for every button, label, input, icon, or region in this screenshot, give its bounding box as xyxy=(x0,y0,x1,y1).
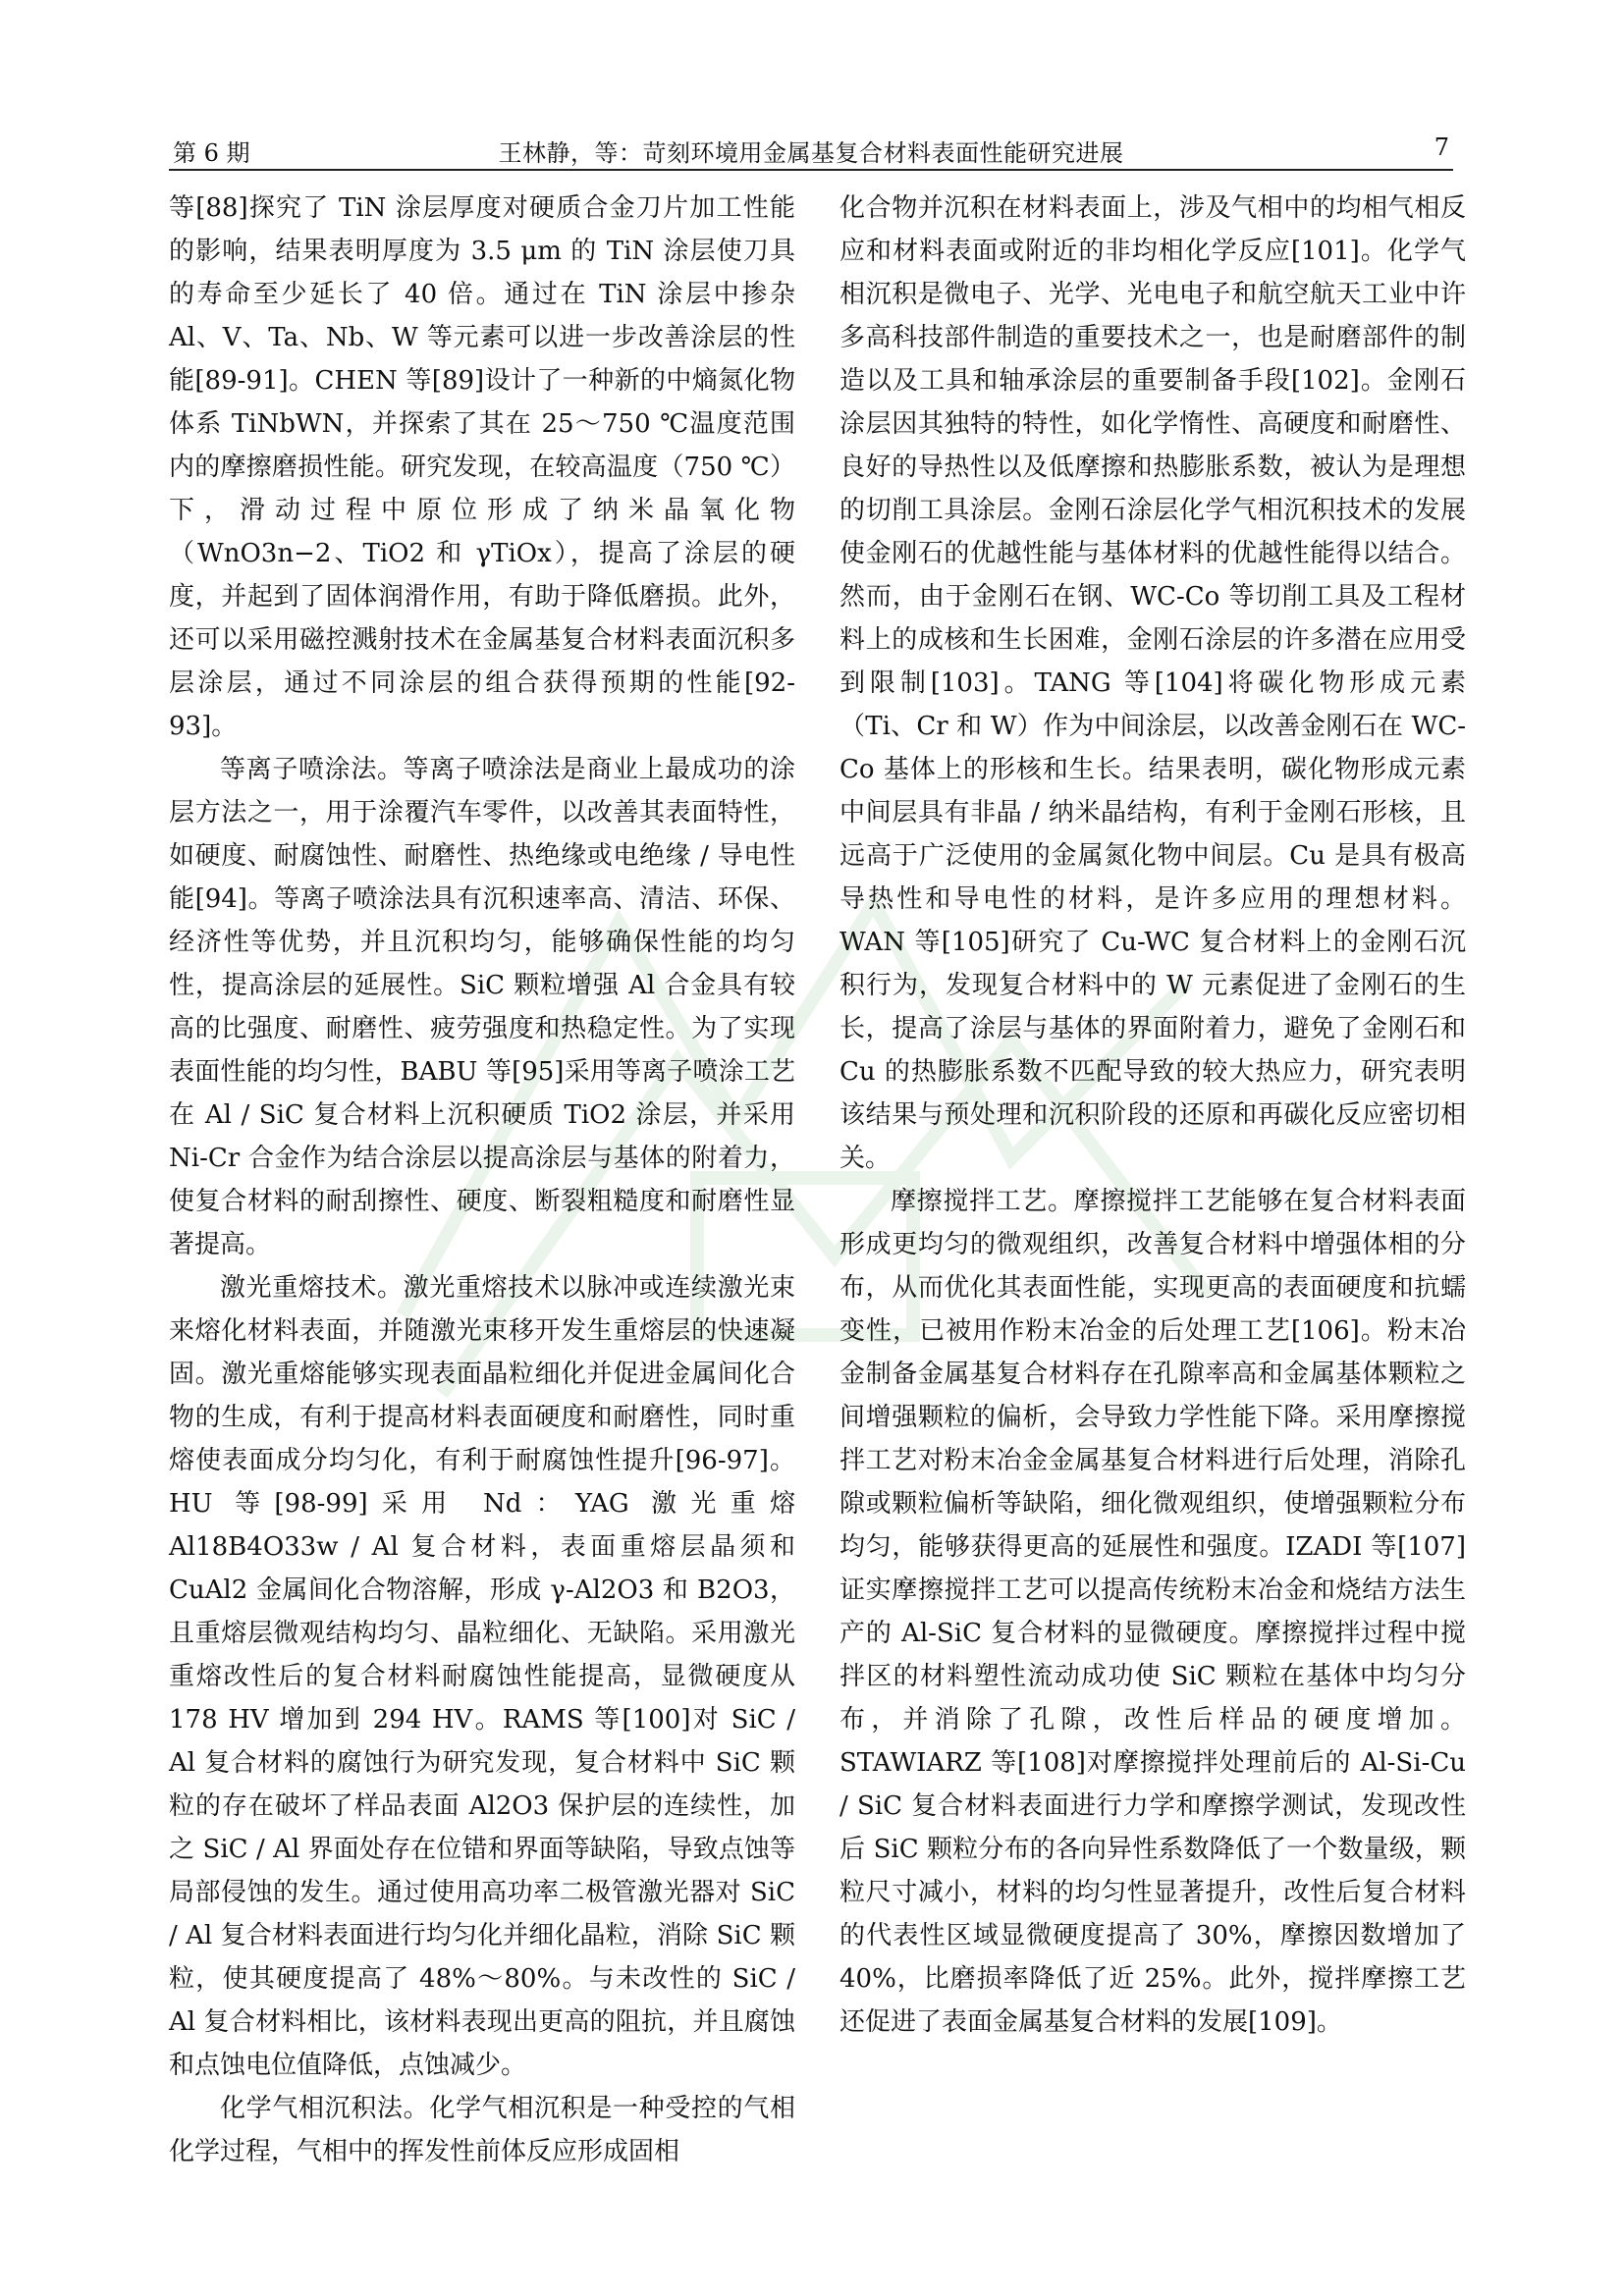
paragraph: 等[88]探究了 TiN 涂层厚度对硬质合金刀片加工性能的影响，结果表明厚度为 3.5 μm 的 TiN 涂层使刀具的寿命至少延长了 40 倍。通过在 TiN 涂层中掺杂 Al、V、Ta、Nb、W 等元素可以进一步改善涂层的性能[89-91]。CHEN 等[89]设计了一种新的中熵氮化物体系 TiNbWN，并探索了其在 25～750 ℃温度范围内的摩擦磨损性能。研究发现，在较高温度（750 ℃）下，滑动过程中原位形成了纳米晶氧化物（WnO3n−2、TiO2 和 γTiOx），提高了涂层的硬度，并起到了固体润滑作用，有助于降低磨损。此外，还可以采用磁控溅射技术在金属基复合材料表面沉积多层涂层，通过不同涂层的组合获得预期的性能[92-93]。 xyxy=(169,193,795,741)
paragraph-cvd-continued: 化合物并沉积在材料表面上，涉及气相中的均相气相反应和材料表面或附近的非均相化学反应[101]。化学气相沉积是微电子、光学、光电电子和航空航天工业中许多高科技部件制造的重要技术之一，也是耐磨部件的制造以及工具和轴承涂层的重要制备手段[102]。金刚石涂层因其独特的特性，如化学惰性、高硬度和耐磨性、良好的导热性以及低摩擦和热膨胀系数，被认为是理想的切削工具涂层。金刚石涂层化学气相沉积技术的发展使金刚石的优越性能与基体材料的优越性能得以结合。然而，由于金刚石在钢、WC-Co 等切削工具及工程材料上的成核和生长困难，金刚石涂层的许多潜在应用受到限制[103]。TANG 等[104]将碳化物形成元素（Ti、Cr 和 W）作为中间涂层，以改善金刚石在 WC-Co 基体上的形核和生长。结果表明，碳化物形成元素中间层具有非晶 / 纳米晶结构，有利于金刚石形核，且远高于广泛使用的金属氮化物中间层。Cu 是具有极高导热性和导电性的材料，是许多应用的理想材料。WAN 等[105]研究了 Cu-WC 复合材料上的金刚石沉积行为，发现复合材料中的 W 元素促进了金刚石的生长，提高了涂层与基体的界面附着力，避免了金刚石和 Cu 的热膨胀系数不匹配导致的较大热应力，研究表明该结果与预处理和沉积阶段的还原和再碳化反应密切相关。 xyxy=(839,193,1466,1173)
paragraph-cvd-start: 化学气相沉积法。化学气相沉积是一种受控的气相化学过程，气相中的挥发性前体反应形成固相 xyxy=(169,2094,795,2166)
page-number: 7 xyxy=(1434,133,1449,161)
right-column xyxy=(839,187,1466,2044)
left-column xyxy=(169,187,795,2173)
paragraph-laser-remelting: 激光重熔技术。激光重熔技术以脉冲或连续激光束来熔化材料表面，并随激光束移开发生重熔层的快速凝固。激光重熔能够实现表面晶粒细化并促进金属间化合物的生成，有利于提高材料表面硬度和耐磨性，同时重熔使表面成分均匀化，有利于耐腐蚀性提升[96-97]。HU 等[98-99]采用 Nd：YAG 激光重熔 Al18B4O33w / Al 复合材料，表面重熔层晶须和 CuAl2 金属间化合物溶解，形成 γ-Al2O3 和 B2O3，且重熔层微观结构均匀、晶粒细化、无缺陷。采用激光重熔改性后的复合材料耐腐蚀性能提高，显微硬度从 178 HV 增加到 294 HV。RAMS 等[100]对 SiC / Al 复合材料的腐蚀行为研究发现，复合材料中 SiC 颗粒的存在破坏了样品表面 Al2O3 保护层的连续性，加之 SiC / Al 界面处存在位错和界面等缺陷，导致点蚀等局部侵蚀的发生。通过使用高功率二极管激光器对 SiC / Al 复合材料表面进行均匀化并细化晶粒，消除 SiC 颗粒，使其硬度提高了 48%～80%。与未改性的 SiC / Al 复合材料相比，该材料表现出更高的阻抗，并且腐蚀和点蚀电位值降低，点蚀减少。 xyxy=(169,1273,795,2080)
issue-label: 第 6 期 xyxy=(173,139,250,167)
paragraph-friction-stir: 摩擦搅拌工艺。摩擦搅拌工艺能够在复合材料表面形成更均匀的微观组织，改善复合材料中增强体相的分布，从而优化其表面性能，实现更高的表面硬度和抗蠕变性，已被用作粉末冶金的后处理工艺[106]。粉末冶金制备金属基复合材料存在孔隙率高和金属基体颗粒之间增强颗粒的偏析，会导致力学性能下降。采用摩擦搅拌工艺对粉末冶金金属基复合材料进行后处理，消除孔隙或颗粒偏析等缺陷，细化微观组织，使增强颗粒分布均匀，能够获得更高的延展性和强度。IZADI 等[107]证实摩擦搅拌工艺可以提高传统粉末冶金和烧结方法生产的 Al-SiC 复合材料的显微硬度。摩擦搅拌过程中搅拌区的材料塑性流动成功使 SiC 颗粒在基体中均匀分布，并消除了孔隙，改性后样品的硬度增加。STAWIARZ 等[108]对摩擦搅拌处理前后的 Al-Si-Cu / SiC 复合材料表面进行力学和摩擦学测试，发现改性后 SiC 颗粒分布的各向异性系数降低了一个数量级，颗粒尺寸减小，材料的均匀性显著提升，改性后复合材料的代表性区域显微硬度提高了 30%，摩擦因数增加了 40%，比磨损率降低了近 25%。此外，搅拌摩擦工艺还促进了表面金属基复合材料的发展[109]。 xyxy=(839,1187,1466,2037)
running-title: 王林静，等：苛刻环境用金属基复合材料表面性能研究进展 xyxy=(498,139,1124,167)
running-header xyxy=(169,130,1453,171)
paragraph-plasma-spraying: 等离子喷涂法。等离子喷涂法是商业上最成功的涂层方法之一，用于涂覆汽车零件，以改善其表面特性，如硬度、耐腐蚀性、耐磨性、热绝缘或电绝缘 / 导电性能[94]。等离子喷涂法具有沉积速率高、清洁、环保、经济性等优势，并且沉积均匀，能够确保性能的均匀性，提高涂层的延展性。SiC 颗粒增强 Al 合金具有较高的比强度、耐磨性、疲劳强度和热稳定性。为了实现表面性能的均匀性，BABU 等[95]采用等离子喷涂工艺在 Al / SiC 复合材料上沉积硬质 TiO2 涂层，并采用 Ni-Cr 合金作为结合涂层以提高涂层与基体的附着力，使复合材料的耐刮擦性、硬度、断裂粗糙度和耐磨性显著提高。 xyxy=(169,755,795,1259)
